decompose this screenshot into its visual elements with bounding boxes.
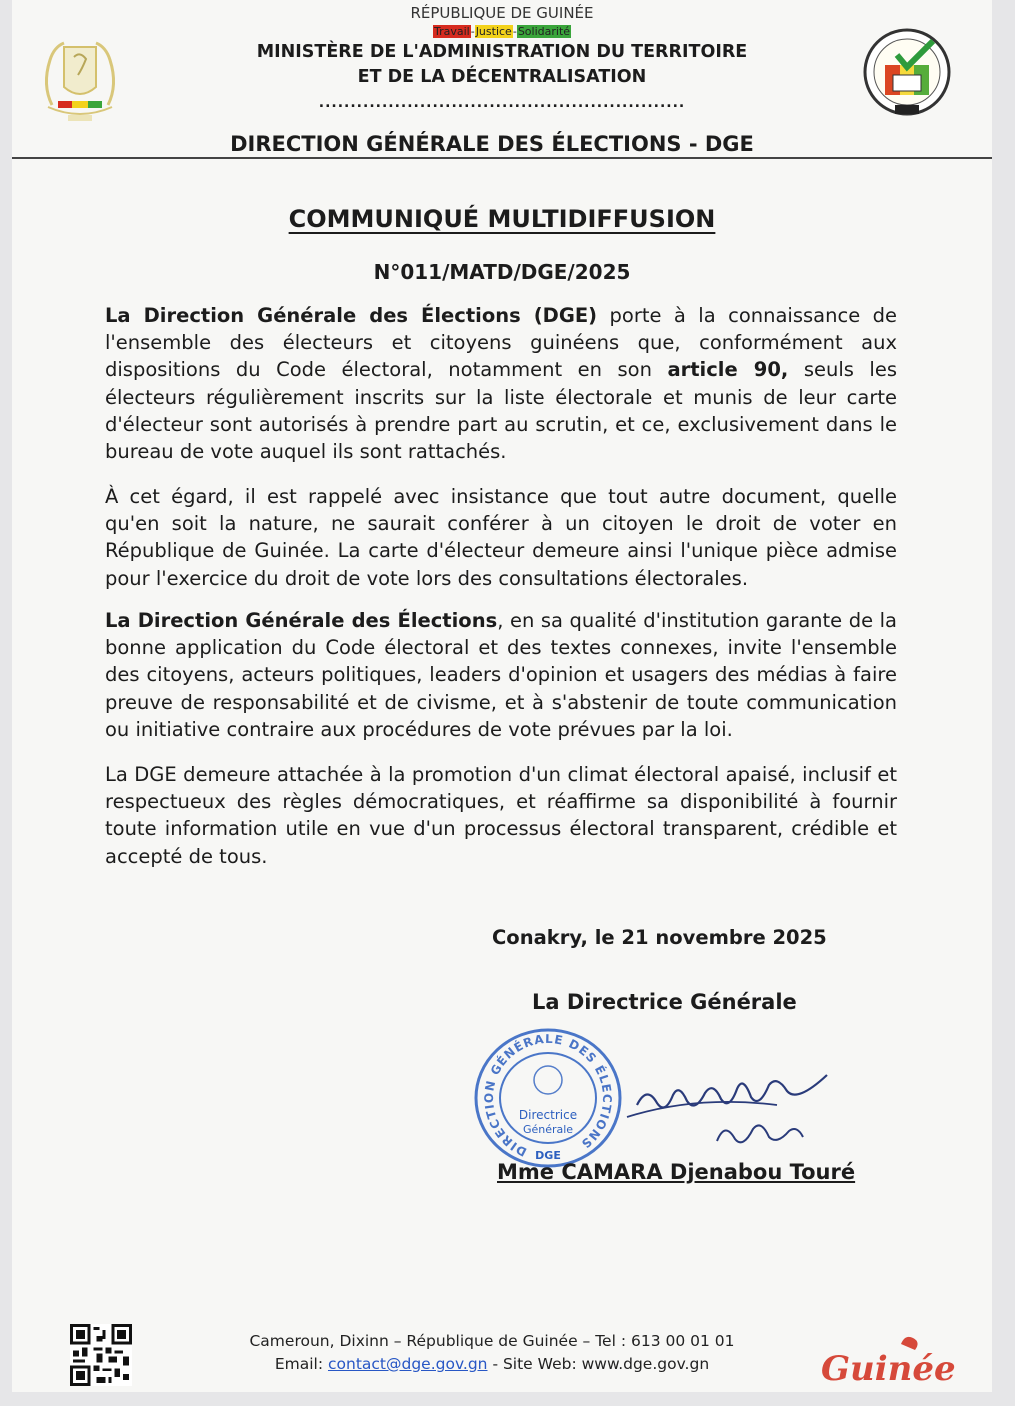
header-divider <box>12 157 992 159</box>
footer-address: Cameroun, Dixinn – République de Guinée – Tel : 613 00 01 01 <box>249 1332 735 1350</box>
website-text: - Site Web: www.dge.gov.gn <box>487 1355 710 1373</box>
republic-name: RÉPUBLIQUE DE GUINÉE <box>410 4 594 22</box>
paragraph-1 <box>105 302 897 465</box>
ministry-line-2: ET DE LA DÉCENTRALISATION <box>357 67 647 87</box>
stamp-center-1: Directrice <box>518 1108 578 1122</box>
p3-bold: La Direction Générale des Élections <box>105 609 498 632</box>
document-title: COMMUNIQUÉ MULTIDIFFUSION <box>288 205 716 233</box>
document-reference: N°011/MATD/DGE/2025 <box>373 260 631 284</box>
paragraph-4: La DGE demeure attachée à la promotion d'un climat électoral apaisé, inclusif et respectueux des règles démocratiques, et réaffirme sa disponibilité à fournir toute information utile en vue d'un processus électoral transparent, crédible et accepté de tous. <box>105 763 897 868</box>
motto: Travail-Justice-Solidarité <box>433 25 571 38</box>
official-stamp <box>470 1025 626 1171</box>
signatory-role: La Directrice Générale <box>532 990 797 1014</box>
document-page <box>12 0 992 1392</box>
svg-text:DIRECTION GÉNÉRALE DES ÉLECTIO <box>482 1032 614 1159</box>
brand-text: Guinée <box>821 1349 956 1389</box>
dge-logo-icon <box>857 25 961 119</box>
p3-text: , en sa qualité d'institution garante de la bonne application du Code électoral et des textes connexes, invite l'ensemble des citoyens, acteurs politiques, leaders d'opinion et usagers des médias à faire preuve de responsabilité et de civisme, et à s'abstenir de toute communication ou initiative contraire aux procédures de vote prévues par la loi. <box>105 609 897 741</box>
guinea-coat-of-arms-icon <box>34 35 126 130</box>
ministry-line-1: MINISTÈRE DE L'ADMINISTRATION DU TERRITOIRE <box>256 42 748 62</box>
motto-solidarite: Solidarité <box>517 25 571 38</box>
motto-travail: Travail <box>433 25 470 38</box>
stamp-center-2: Générale <box>522 1123 574 1136</box>
p1-text-a: porte à la connaissance de l'ensemble des électeurs et citoyens guinéens que, conformément aux dispositions du Code électoral, notamment en son <box>105 304 897 382</box>
handwritten-signature <box>617 1045 842 1155</box>
email-link[interactable]: contact@dge.gov.gn <box>327 1355 488 1373</box>
p1-bold: La Direction Générale des Élections (DGE) <box>105 304 598 327</box>
guinee-brand-logo <box>817 1330 957 1390</box>
qr-code-icon <box>70 1322 132 1388</box>
p1-article: article 90, <box>667 358 789 382</box>
separator-dots: .......................................................... <box>318 95 686 111</box>
signatory-name: Mme CAMARA Djenabou Touré <box>497 1160 856 1184</box>
stamp-ring-text: DIRECTION GÉNÉRALE DES ÉLECTIONS <box>482 1031 615 1160</box>
motto-justice: Justice <box>475 25 512 38</box>
place-date: Conakry, le 21 novembre 2025 <box>492 926 827 949</box>
stamp-bottom: DGE <box>535 1149 561 1162</box>
paragraph-2: À cet égard, il est rappelé avec insistance que tout autre document, quelle qu'en soit la nature, ne saurait conférer à un citoyen le droit de voter en République de Guinée. La carte d'électeur demeure ainsi l'unique pièce admise pour l'exercice du droit de vote lors des consultations électorales. <box>105 485 897 590</box>
direction-heading: DIRECTION GÉNÉRALE DES ÉLECTIONS - DGE <box>230 132 754 156</box>
paragraph-3 <box>105 607 897 743</box>
footer-contact <box>172 1355 812 1373</box>
email-label: Email: <box>274 1355 328 1373</box>
p1-text-b: seuls les électeurs régulièrement inscrits sur la liste électorale et munis de leur carte d'électeur sont autorisés à prendre part au scrutin, et ce, exclusivement dans le bureau de vote auquel ils sont rattachés. <box>105 358 897 464</box>
